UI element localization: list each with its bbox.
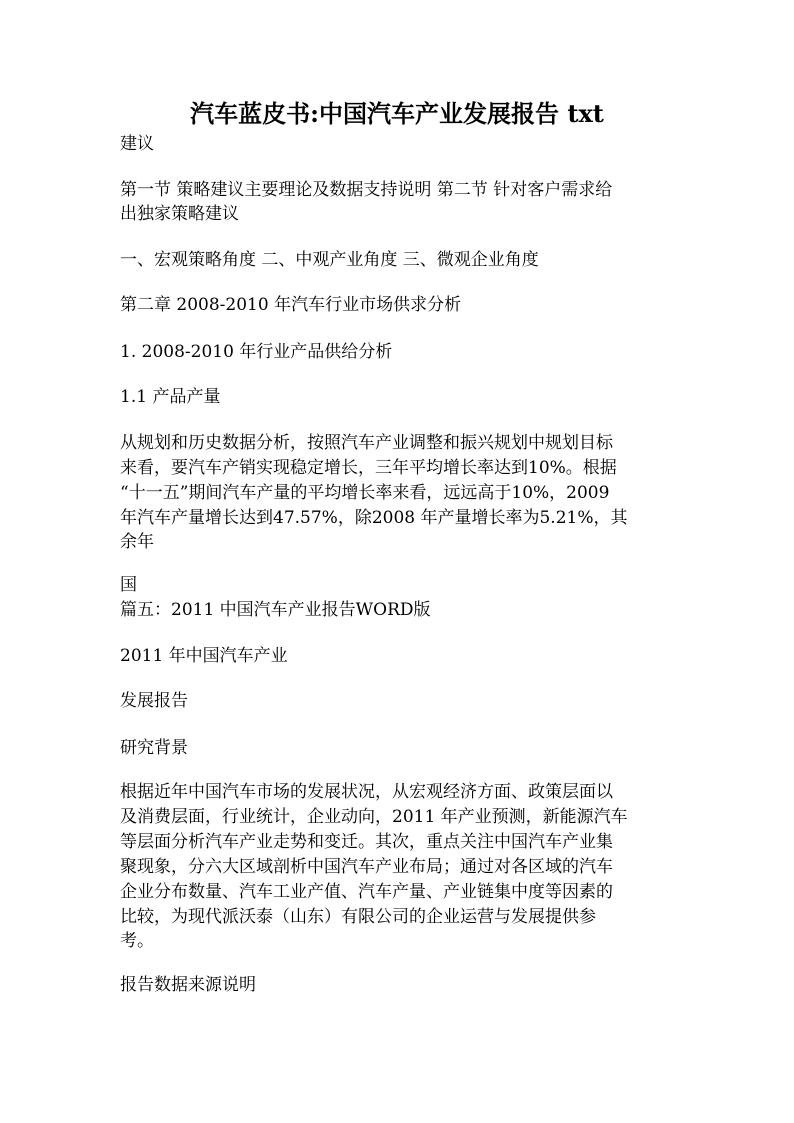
- research-background-heading: 研究背景: [120, 738, 188, 758]
- subsection-heading: 1.1 产品产量: [120, 387, 221, 407]
- text-line-section-list: 第一节 策略建议主要理论及数据支持说明 第二节 针对客户需求给: [120, 180, 613, 200]
- paragraph-line: 从规划和历史数据分析，按照汽车产业调整和振兴规划中规划目标: [120, 433, 613, 453]
- document-title: 汽车蓝皮书:中国汽车产业发展报告 txt: [190, 99, 604, 128]
- paragraph-line: 余年: [120, 532, 154, 552]
- paragraph-line: 企业分布数量、汽车工业产值、汽车产量、产业链集中度等因素的: [120, 882, 613, 902]
- text-line-strategy-angles: 一、宏观策略角度 二、中观产业角度 三、微观企业角度: [120, 250, 539, 270]
- paragraph-line: 根据近年中国汽车市场的发展状况，从宏观经济方面、政策层面以: [120, 782, 613, 802]
- section-heading: 1. 2008-2010 年行业产品供给分析: [120, 342, 393, 362]
- paragraph-line: 聚现象，分六大区域剖析中国汽车产业布局；通过对各区域的汽车: [120, 857, 613, 877]
- text-line-recommendation: 建议: [120, 134, 154, 154]
- text-line-section-list-cont: 出独家策略建议: [120, 204, 239, 224]
- chapter-heading: 第二章 2008-2010 年汽车行业市场供求分析: [120, 295, 462, 315]
- part-heading: 篇五：2011 中国汽车产业报告WORD版: [120, 600, 431, 620]
- report-title-line: 发展报告: [120, 691, 188, 711]
- data-source-heading: 报告数据来源说明: [120, 975, 256, 995]
- paragraph-line: 及消费层面，行业统计，企业动向，2011 年产业预测，新能源汽车: [120, 807, 628, 827]
- paragraph-line: 来看，要汽车产销实现稳定增长，三年平均增长率达到10%。根据: [120, 458, 617, 478]
- paragraph-line: 等层面分析汽车产业走势和变迁。其次，重点关注中国汽车产业集: [120, 832, 613, 852]
- paragraph-line: 比较，为现代派沃泰（山东）有限公司的企业运营与发展提供参: [120, 907, 596, 927]
- report-title-line: 2011 年中国汽车产业: [120, 646, 288, 666]
- paragraph-line: 年汽车产量增长达到47.57%，除2008 年产量增长率为5.21%，其: [120, 508, 628, 528]
- paragraph-line: “十一五”期间汽车产量的平均增长率来看，远远高于10%，2009: [120, 483, 610, 503]
- paragraph-line: 考。: [120, 931, 154, 951]
- text-line-fragment: 国: [120, 575, 137, 595]
